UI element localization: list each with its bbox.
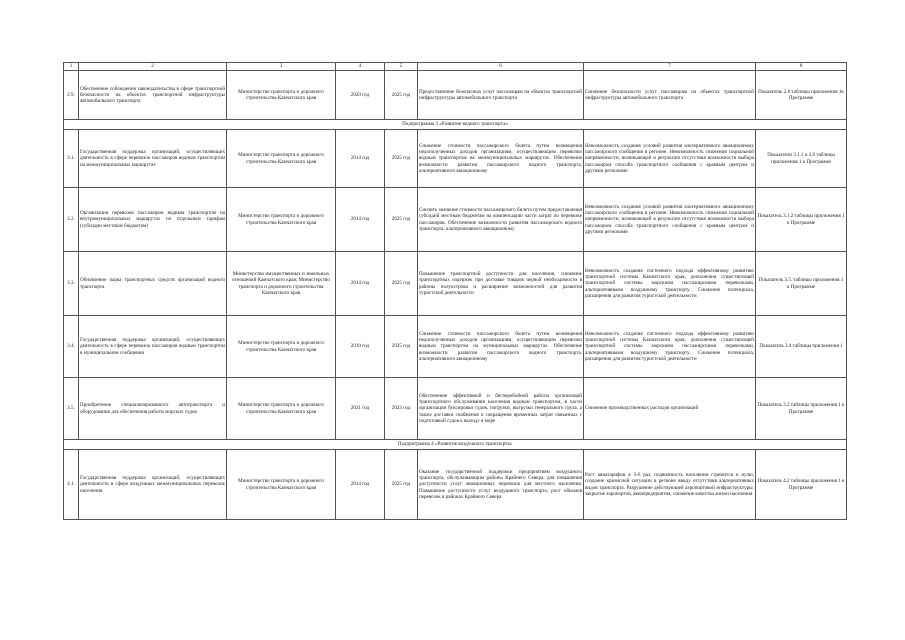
expected-result: Предоставление безопасных услуг пассажирам на объектах транспортной инфраструктуры автомобильного транспорта xyxy=(418,71,584,120)
consequence: Снижение безопасности услуг пассажирам на объектах транспортной инфраструктуры автомобильного транспорта xyxy=(584,71,756,120)
executor: Министерство транспорта и дорожного строительства Камчатского края xyxy=(227,450,336,520)
subprogram-title: Подпрограмма 4 «Развитие воздушного транспорта» xyxy=(64,440,847,450)
end-year: 2025 год xyxy=(385,71,418,120)
expected-result: Оказание государственной поддержки предприятиям воздушного транспорта, обслуживающим районы Крайнего Севера, для повышения доступности услуг авиационных перевозок для местного населения. Повышение доступности услуг воздушного транспорта, рост объемов перевозок в районах Крайнего Севера xyxy=(418,450,584,520)
measure-name: Обеспечение соблюдения законодательства в сфере транспортной безопасности на объектах транспортной инфраструктуры автомобильного транспорта xyxy=(79,71,227,120)
column-number-row xyxy=(64,63,847,71)
table-row xyxy=(64,71,847,120)
indicator-link: Показатели 3.1.1 и 3.6 таблицы приложения 1 к Программе xyxy=(756,130,847,188)
column-number: 3 xyxy=(227,63,336,71)
column-number: 2 xyxy=(79,63,227,71)
expected-result: Снижение стоимости пассажирского билета путем возмещения недополученных доходов организациям, осуществляющим перевозки водным транспортом на муниципальных маршрутах. Обеспечение возможности развития пассажирского водного транспорта, альтернативного авиационному xyxy=(418,316,584,378)
start-year: 2014 год xyxy=(336,450,385,520)
measure-name: Обновление парка транспортных средств организаций водного транспорта xyxy=(79,252,227,316)
end-year: 2023 год xyxy=(385,378,418,440)
start-year: 2014 год xyxy=(336,130,385,188)
row-number: 3.3. xyxy=(64,252,79,316)
start-year: 2014 год xyxy=(336,252,385,316)
subprogram-row xyxy=(64,440,847,450)
column-number: 8 xyxy=(756,63,847,71)
executor: Министерство транспорта и дорожного строительства Камчатского края xyxy=(227,188,336,252)
executor: Министерство транспорта и дорожного строительства Камчатского края xyxy=(227,71,336,120)
column-number: 7 xyxy=(584,63,756,71)
subprogram-title: Подпрограмма 3 «Развитие водного транспорта» xyxy=(64,120,847,130)
row-number: 4.1. xyxy=(64,450,79,520)
row-number: 3.5. xyxy=(64,378,79,440)
column-number: 4 xyxy=(336,63,385,71)
measure-name: Организация перевозок пассажиров водным транспортом на внутримуниципальных маршрутах по отдельным тарифам (субсидии местным бюджетам) xyxy=(79,188,227,252)
subprogram-row xyxy=(64,120,847,130)
start-year: 2019 год xyxy=(336,316,385,378)
column-number: 6 xyxy=(418,63,584,71)
indicator-link: Показатель 3.1.2 таблицы приложения 1 к Программе xyxy=(756,188,847,252)
expected-result: Повышение транспортной доступности для населения, снижение транспортных издержек при доставке товаров первой необходимости в районы полуострова и расширение возможностей для развития туристской деятельности xyxy=(418,252,584,316)
measures-table xyxy=(63,62,847,520)
executor: Министерство имущественных и земельных отношений Камчатского края; Министерство транспорта и дорожного строительства Камчатского края xyxy=(227,252,336,316)
executor: Министерство транспорта и дорожного строительства Камчатского края xyxy=(227,316,336,378)
row-number: 3.2. xyxy=(64,188,79,252)
consequence: Невозможность создания условий развития альтернативного авиационному пассажирского сообщения в регионе. Невозможность снижения социальной напряженности, возникающей в результате отсутствия возможности выбора пассажиром способа транспортного сообщения с краевым центром и другими регионами xyxy=(584,188,756,252)
expected-result: Снижение стоимости пассажирского билета путем возмещения недополученных доходов организациям, осуществляющим перевозки водным транспортом на межмуниципальных маршрутах. Обеспечение возможности развития пассажирского водного транспорта, альтернативного авиационному xyxy=(418,130,584,188)
measure-name: Государственная поддержка организаций, осуществляющих деятельность в сфере перевозок пассажиров водным транспортом в муниципальном сообщении xyxy=(79,316,227,378)
end-year: 2025 год xyxy=(385,130,418,188)
indicator-link: Показатель 4.2 таблицы приложения 1 к Программе xyxy=(756,450,847,520)
row-number: 3.1. xyxy=(64,130,79,188)
table-row xyxy=(64,130,847,188)
document-sheet xyxy=(63,62,846,520)
indicator-link: Показатель 3.2 таблицы приложения 1 к Программе xyxy=(756,378,847,440)
consequence: Рост авиатарифов в 3-6 раз, подвижность населения стремится к нулю, создание кризисной ситуации в регионе ввиду отсутствия альтернативных видов транспорта. Разрушение действующей аэропортовой инфраструктуры: закрытие аэропортов, авиапредприятия, снижение качества жизни населения xyxy=(584,450,756,520)
column-number: 5 xyxy=(385,63,418,71)
end-year: 2025 год xyxy=(385,188,418,252)
indicator-link: Показатель 3.4 таблицы приложения 1 xyxy=(756,316,847,378)
indicator-link: Показатель 3.5. таблицы приложения 1 к Программе xyxy=(756,252,847,316)
consequence: Невозможность создания системного подхода эффективному развитию транспортной системы Камчатского края, дополнения существующей транспортной системы морскими пассажирскими перевозками, альтернативными воздушному транспорту. Снижение потенциала, расширения для развития туристской деятельности xyxy=(584,316,756,378)
consequence: Невозможность создания условий развития альтернативного авиационному пассажирского сообщения в регионе. Невозможность снижения социальной напряженности, возникающей в результате отсутствия возможности выбора пассажиром способа транспортного сообщения с краевым центром и другими регионами xyxy=(584,130,756,188)
table-row xyxy=(64,378,847,440)
measure-name: Приобретение специализированного автотранспорта и оборудования для обеспечения работы морских судов xyxy=(79,378,227,440)
start-year: 2021 год xyxy=(336,378,385,440)
expected-result: Обеспечение эффективной и бесперебойной работы организаций транспортного обслуживания населения водным транспортом, в части организации буксировки судов, погрузки, выгрузки генерального груза, а также доставки снабжения и сокращения временных затрат связанных с подготовкой судов к выходу в море xyxy=(418,378,584,440)
start-year: 2014 год xyxy=(336,188,385,252)
table-row xyxy=(64,188,847,252)
measure-name: Государственная поддержка организаций, осуществляющих деятельность в сфере перевозок пассажиров водным транспортом на межмуниципальных маршрутах xyxy=(79,130,227,188)
end-year: 2025 год xyxy=(385,316,418,378)
indicator-link: Показатель 2.6 таблицы приложения 1к Программе xyxy=(756,71,847,120)
row-number: 2.9. xyxy=(64,71,79,120)
consequence: Невозможность создания системного подхода эффективному развитию транспортной системы Камчатского края, дополнения существующей транспортной системы морскими пассажирскими перевозками, альтернативными воздушному транспорту. Снижение потенциала, расширения для развития туристской деятельности xyxy=(584,252,756,316)
executor: Министерство транспорта и дорожного строительства Камчатского края xyxy=(227,130,336,188)
end-year: 2025 год xyxy=(385,450,418,520)
row-number: 3.4. xyxy=(64,316,79,378)
table-row xyxy=(64,252,847,316)
table-row xyxy=(64,450,847,520)
end-year: 2025 год xyxy=(385,252,418,316)
expected-result: Снизить значение стоимости пассажирского билета путем предоставления субсидий местным бюджетам на компенсацию части затрат по перевозке пассажиров. Обеспечение возможности развития пассажирского водного транспорта, альтернативного авиационному xyxy=(418,188,584,252)
column-number: 1 xyxy=(64,63,79,71)
table-row xyxy=(64,316,847,378)
executor: Министерство транспорта и дорожного строительства Камчатского края xyxy=(227,378,336,440)
consequence: Снижение производственных расходов организаций xyxy=(584,378,756,440)
start-year: 2020 год xyxy=(336,71,385,120)
measure-name: Государственная поддержка организаций, осуществляющих деятельность в сфере воздушных межмуниципальных перевозок населения xyxy=(79,450,227,520)
